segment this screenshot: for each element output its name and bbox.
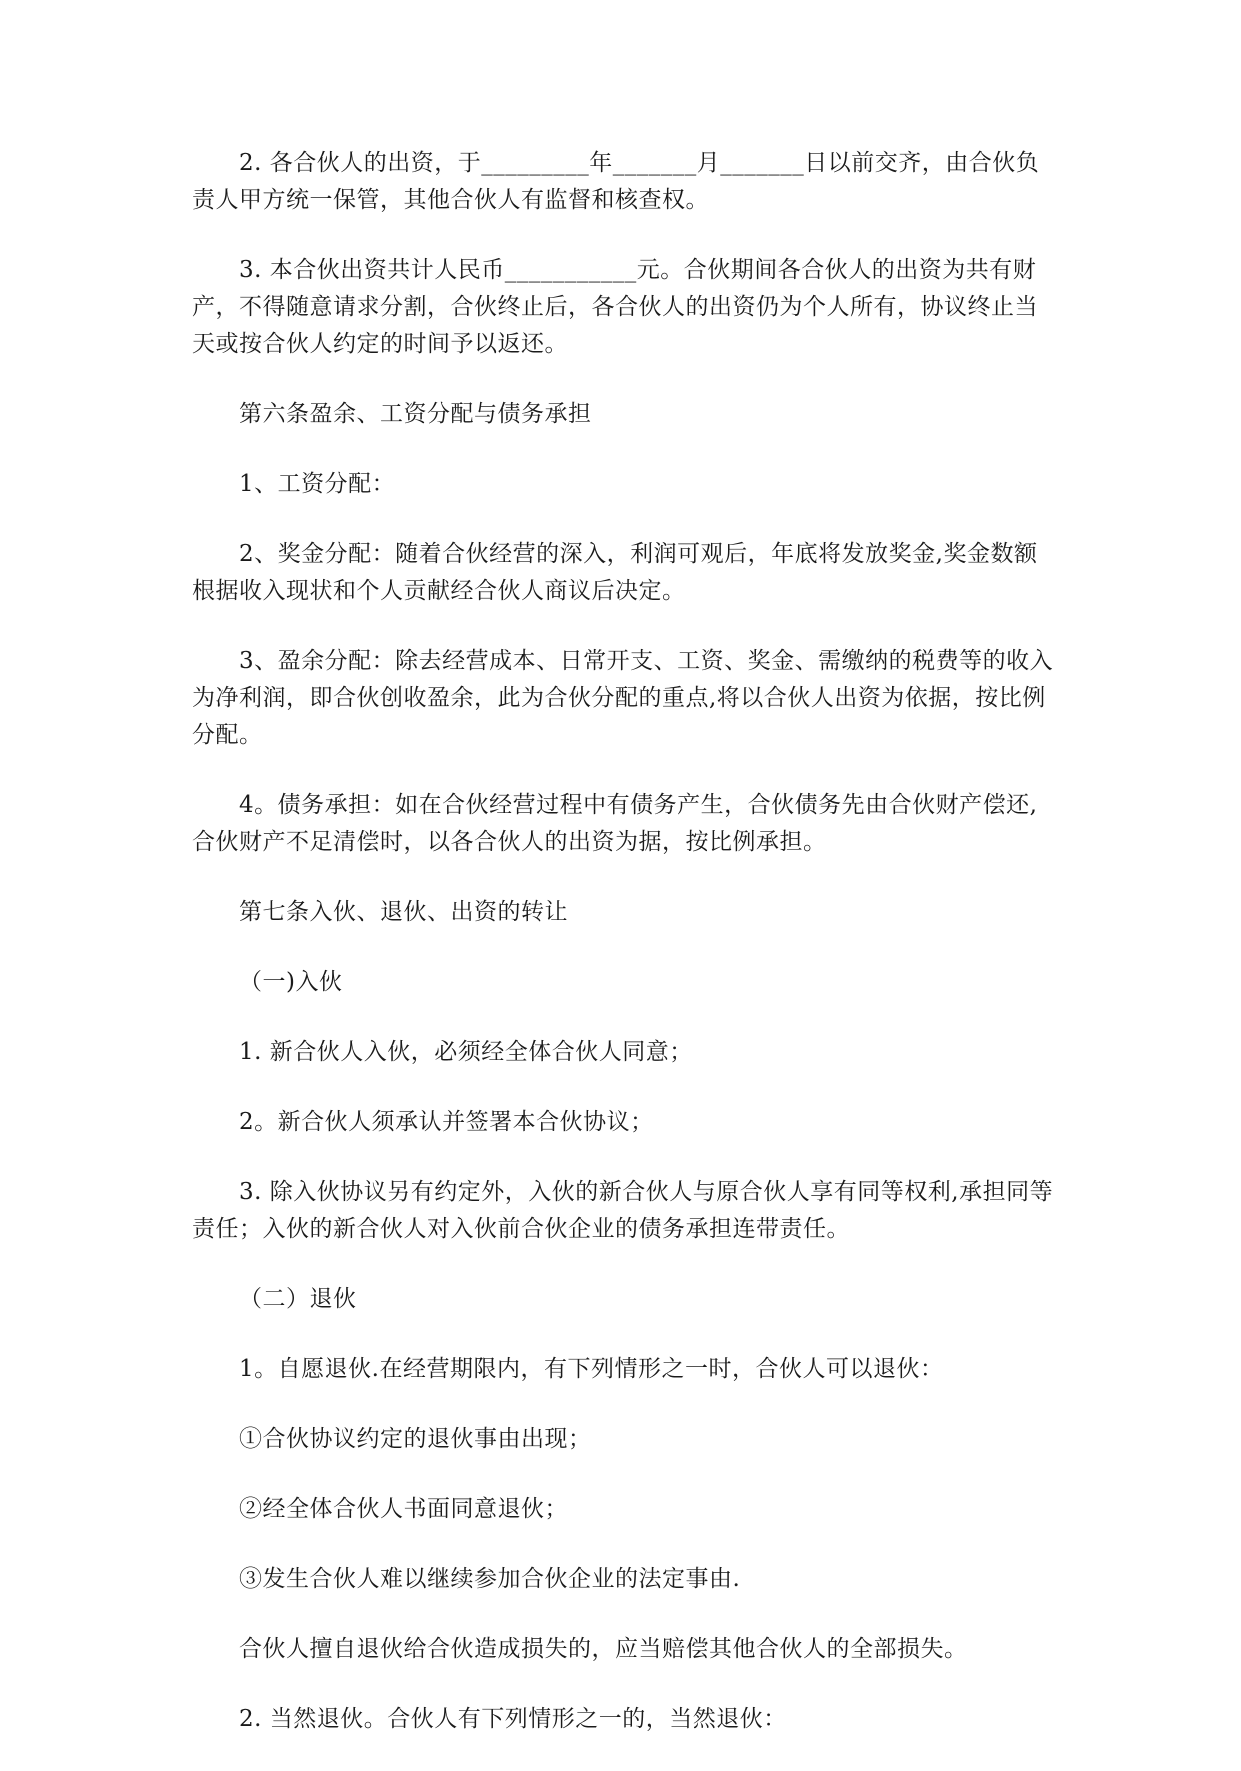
paragraph-total-contribution: 3. 本合伙出资共计人民币___________元。合伙期间各合伙人的出资为共有财产，不得随意请求分割，合伙终止后，各合伙人的出资仍为个人所有，协议终止当天或按合伙人约定的时间予以返还。 bbox=[192, 257, 1038, 357]
paragraph-admission-rights: 3. 除入伙协议另有约定外，入伙的新合伙人与原合伙人享有同等权利,承担同等责任；入伙的新合伙人对入伙前合伙企业的债务承担连带责任。 bbox=[192, 1179, 1054, 1242]
paragraph-voluntary-withdrawal: 1。自愿退伙.在经营期限内，有下列情形之一时，合伙人可以退伙： bbox=[239, 1356, 944, 1382]
paragraph-unauthorized-withdrawal: 合伙人擅自退伙给合伙造成损失的，应当赔偿其他合伙人的全部损失。 bbox=[239, 1636, 968, 1662]
paragraph-salary-distribution: 1、工资分配： bbox=[239, 471, 396, 497]
paragraph-contribution-deadline: 2. 各合伙人的出资，于_________年_______月_______日以前交齐，由合伙负责人甲方统一保管，其他合伙人有监督和核查权。 bbox=[192, 150, 1040, 213]
paragraph-admission-sign: 2。新合伙人须承认并签署本合伙协议； bbox=[239, 1109, 654, 1135]
paragraph-bonus-distribution: 2、奖金分配：随着合伙经营的深入，利润可观后，年底将发放奖金,奖金数额根据收入现状和个人贡献经合伙人商议后决定。 bbox=[192, 541, 1038, 604]
section-admission-heading: （一)入伙 bbox=[239, 969, 343, 995]
list-item-withdrawal-1: ①合伙协议约定的退伙事由出现； bbox=[239, 1426, 592, 1452]
paragraph-debt-liability: 4。债务承担：如在合伙经营过程中有债务产生，合伙债务先由合伙财产偿还,合伙财产不足清偿时，以各合伙人的出资为据，按比例承担。 bbox=[192, 792, 1038, 855]
paragraph-automatic-withdrawal: 2. 当然退伙。合伙人有下列情形之一的，当然退伙： bbox=[239, 1706, 787, 1732]
paragraph-surplus-distribution: 3、盈余分配：除去经营成本、日常开支、工资、奖金、需缴纳的税费等的收入为净利润，即合伙创收盈余，此为合伙分配的重点,将以合伙人出资为依据，按比例分配。 bbox=[192, 648, 1054, 748]
section-withdrawal-heading: （二）退伙 bbox=[239, 1286, 357, 1312]
document-page bbox=[192, 145, 1054, 1771]
article-6-heading: 第六条盈余、工资分配与债务承担 bbox=[239, 401, 592, 427]
article-7-heading: 第七条入伙、退伙、出资的转让 bbox=[239, 899, 568, 925]
list-item-withdrawal-2: ②经全体合伙人书面同意退伙； bbox=[239, 1496, 568, 1522]
list-item-withdrawal-3: ③发生合伙人难以继续参加合伙企业的法定事由. bbox=[239, 1566, 741, 1592]
paragraph-admission-consent: 1. 新合伙人入伙，必须经全体合伙人同意； bbox=[239, 1039, 693, 1065]
